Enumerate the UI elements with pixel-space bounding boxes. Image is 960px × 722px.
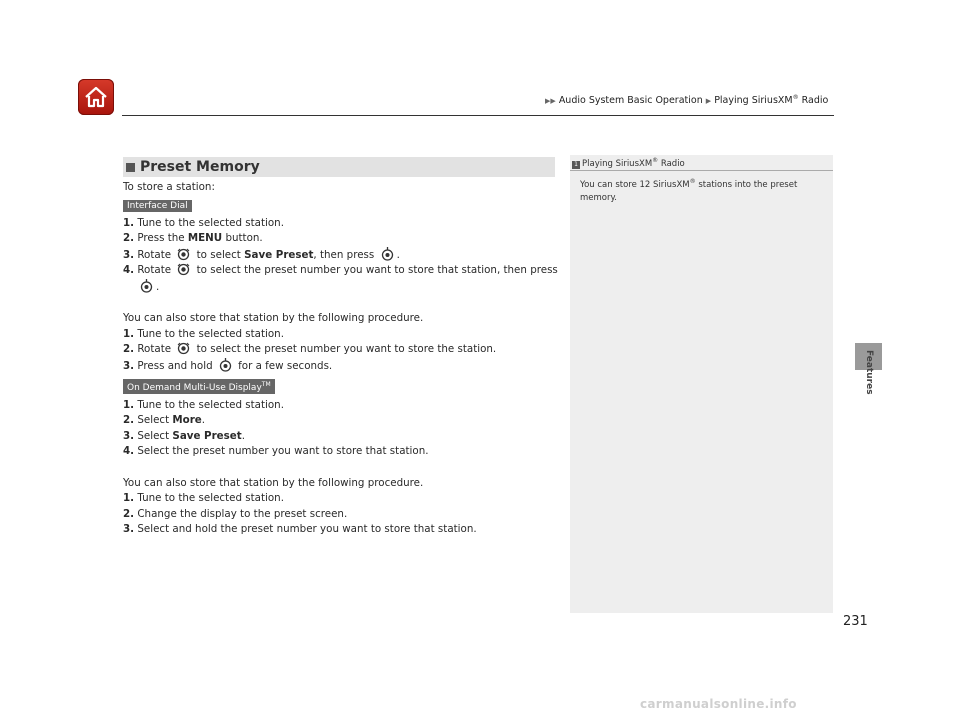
breadcrumb <box>545 94 828 106</box>
sidebar-title[interactable]: 1 Playing SiriusXM® Radio <box>572 157 685 169</box>
home-button[interactable] <box>78 79 114 115</box>
section-heading <box>123 157 555 177</box>
breadcrumb-link-siriusxm[interactable]: Playing SiriusXM® Radio <box>714 94 829 107</box>
header-divider <box>122 115 834 116</box>
interface-dial-icon <box>177 342 190 355</box>
spacer <box>123 296 563 312</box>
interface-dial-label: Interface Dial <box>123 200 192 212</box>
reference-icon: 1 <box>572 161 580 169</box>
step-a3: 3. Rotate to select Save Preset, then press . <box>123 248 400 261</box>
intro-text: To store a station: <box>123 181 215 193</box>
step-c2: 2. Select More. <box>123 414 206 427</box>
sidebar-note: You can store 12 SiriusXM® stations into the preset memory. <box>580 178 798 203</box>
step-d1: 1. Tune to the selected station. <box>123 492 284 505</box>
home-icon <box>83 85 109 109</box>
alt-procedure-intro: You can also store that station by the following procedure. <box>123 312 424 325</box>
step-c4: 4. Select the preset number you want to store that station. <box>123 445 429 458</box>
step-a1: 1. Tune to the selected station. <box>123 216 284 229</box>
breadcrumb-arrow-icon: ▶ <box>705 97 712 106</box>
breadcrumb-link-audio[interactable]: Audio System Basic Operation <box>558 95 703 107</box>
step-b1: 1. Tune to the selected station. <box>123 327 284 340</box>
alt-procedure-intro-2: You can also store that station by the following procedure. <box>123 476 424 489</box>
sidebar-divider <box>570 170 833 171</box>
step-c1: 1. Tune to the selected station. <box>123 398 284 411</box>
page-number: 231 <box>843 614 868 629</box>
section-square-icon <box>126 163 135 172</box>
features-tab-label: Features <box>864 350 874 395</box>
spacer <box>123 460 563 476</box>
interface-dial-icon <box>177 248 190 261</box>
section-title: Preset Memory <box>140 159 260 175</box>
step-b3: 3. Press and hold for a few seconds. <box>123 359 333 372</box>
sidebar-panel <box>570 155 833 613</box>
step-a2: 2. Press the MENU button. <box>123 232 263 245</box>
main-content <box>123 180 563 538</box>
dial-press-icon <box>219 358 232 372</box>
step-b2: 2. Rotate to select the preset number you want to store the station. <box>123 343 497 356</box>
on-demand-display-label: On Demand Multi-Use Display™ <box>123 379 275 394</box>
dial-press-icon <box>381 247 394 261</box>
step-d2: 2. Change the display to the preset screen. <box>123 507 348 520</box>
breadcrumb-arrow-icon: ▶▶ <box>545 97 556 106</box>
step-a4: 4. Rotate to select the preset number you want to store that station, then press . <box>123 264 558 293</box>
step-d3: 3. Select and hold the preset number you want to store that station. <box>123 523 477 536</box>
step-c3: 3. Select Save Preset. <box>123 429 245 442</box>
watermark: carmanualsonline.info <box>640 697 797 711</box>
interface-dial-icon <box>177 263 190 276</box>
dial-press-icon <box>140 279 153 293</box>
